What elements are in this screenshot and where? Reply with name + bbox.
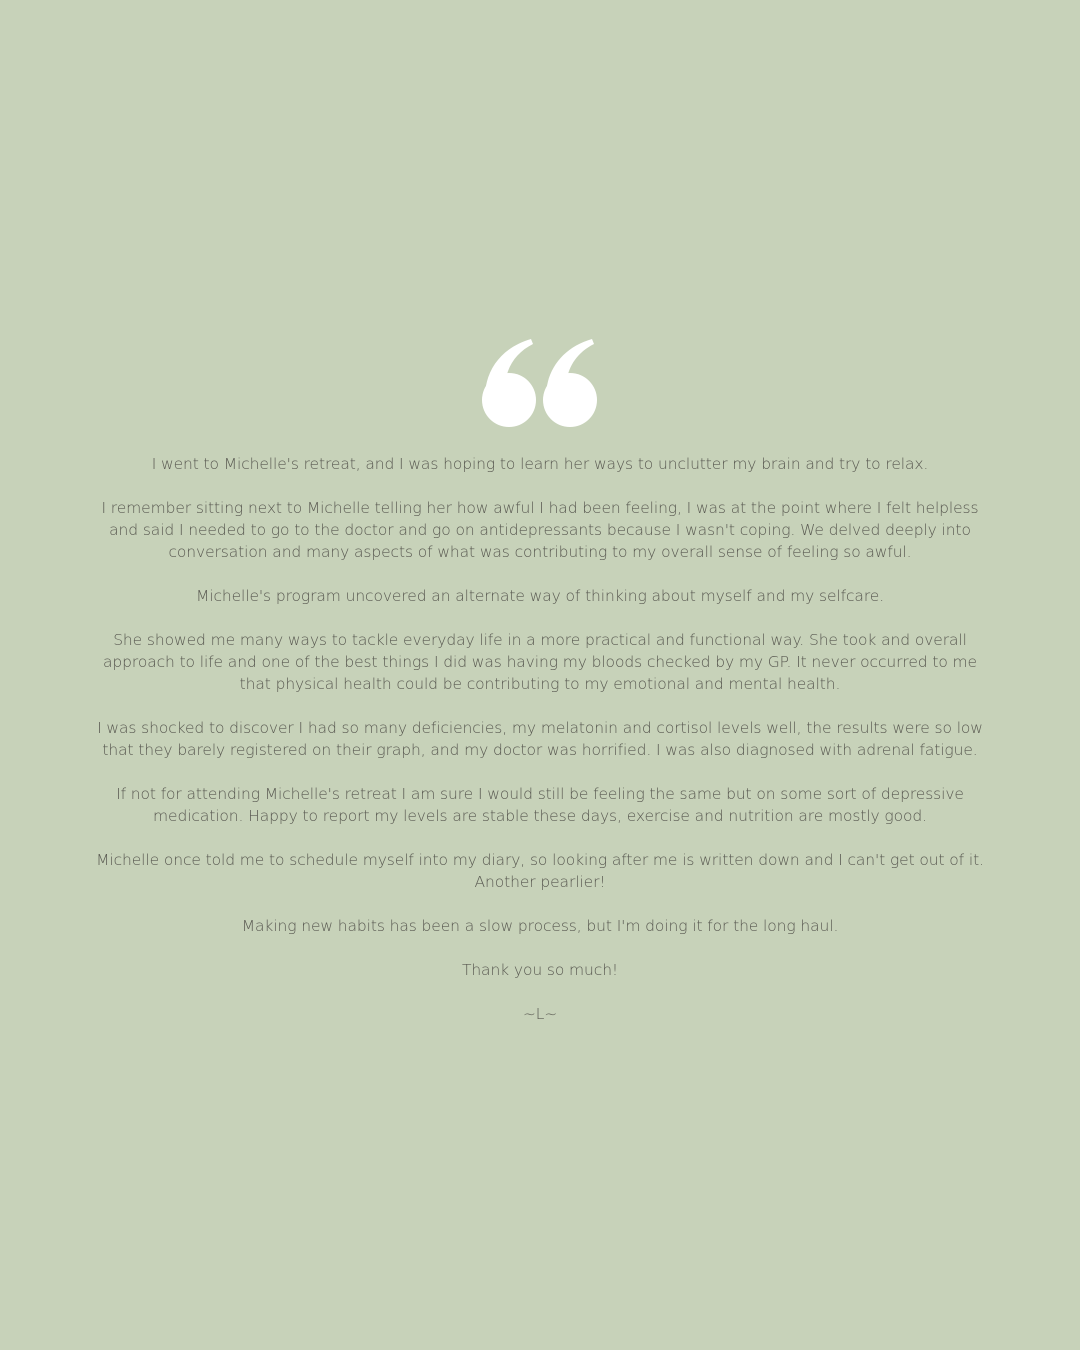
- testimonial-paragraph: Michelle's program uncovered an alternate way of thinking about myself and my selfcare.: [195, 587, 885, 605]
- testimonial-paragraph: If not for attending Michelle's retreat I am sure I would still be feeling the same but on some sort of depressive medication. Happy to report my levels are stable these days, exercise and nutrition are mostly good.: [116, 785, 964, 825]
- testimonial-paragraph: Thank you so much!: [461, 961, 619, 979]
- testimonial-paragraph: I was shocked to discover I had so many deficiencies, my melatonin and cortisol levels well, the results were so low that they barely registered on their graph, and my doctor was horrified. I was also diagnosed with adrenal fatigue.: [97, 719, 983, 759]
- testimonial-paragraph: She showed me many ways to tackle everyday life in a more practical and functional way. She took and overall approach to life and one of the best things I did was having my bloods checked by my GP. It never occurred to me that physical health could be contributing to my emotional and mental health.: [103, 631, 977, 693]
- testimonial-paragraph: I remember sitting next to Michelle telling her how awful I had been feeling, I was at the point where I felt helpless and said I needed to go to the doctor and go on antidepressants because I wasn't coping. We delved deeply into conversation and many aspects of what was contributing to my overall sense of feeling so awful.: [101, 499, 979, 561]
- signature: ~L~: [522, 1005, 558, 1023]
- quotation-mark-icon: [0, 339, 1080, 429]
- testimonial-paragraph: I went to Michelle's retreat, and I was hoping to learn her ways to unclutter my brain and try to relax.: [151, 455, 929, 473]
- testimonial-paragraph: Making new habits has been a slow process, but I'm doing it for the long haul.: [241, 917, 839, 935]
- testimonial-text: [90, 453, 990, 1047]
- testimonial-paragraph: Michelle once told me to schedule myself into my diary, so looking after me is written down and I can't get out of it. Another pearlier!: [96, 851, 984, 891]
